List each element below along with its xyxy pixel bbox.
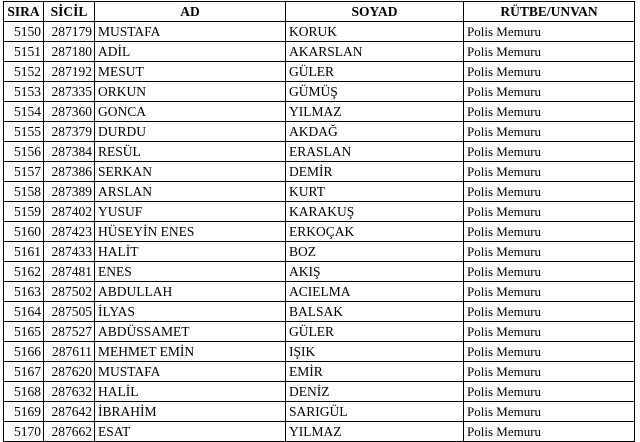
- cell-sira: 5164: [4, 302, 44, 322]
- cell-ad: SERKAN: [95, 162, 286, 182]
- cell-sicil: 287389: [44, 182, 95, 202]
- cell-sira: 5154: [4, 102, 44, 122]
- cell-soyad: KARAKUŞ: [286, 202, 464, 222]
- table-row: [4, 362, 635, 382]
- table-row: [4, 262, 635, 282]
- table-row: [4, 82, 635, 102]
- cell-ad: GONCA: [95, 102, 286, 122]
- cell-soyad: GÜLER: [286, 322, 464, 342]
- cell-soyad: ERASLAN: [286, 142, 464, 162]
- table-row: [4, 222, 635, 242]
- cell-soyad: GÜLER: [286, 62, 464, 82]
- cell-sicil: 287360: [44, 102, 95, 122]
- cell-ad: ESAT: [95, 422, 286, 442]
- cell-soyad: ACIELMA: [286, 282, 464, 302]
- cell-soyad: EMİR: [286, 362, 464, 382]
- cell-sicil: 287505: [44, 302, 95, 322]
- personnel-table: [3, 1, 635, 442]
- header-row: [4, 2, 635, 22]
- cell-ad: HÜSEYİN ENES: [95, 222, 286, 242]
- cell-soyad: GÜMÜŞ: [286, 82, 464, 102]
- cell-ad: ABDÜSSAMET: [95, 322, 286, 342]
- table-header: [4, 2, 635, 22]
- table-row: [4, 42, 635, 62]
- cell-sicil: 287180: [44, 42, 95, 62]
- table-row: [4, 322, 635, 342]
- cell-ad: ADİL: [95, 42, 286, 62]
- cell-sira: 5156: [4, 142, 44, 162]
- cell-ad: DURDU: [95, 122, 286, 142]
- cell-soyad: DEMİR: [286, 162, 464, 182]
- cell-ad: ENES: [95, 262, 286, 282]
- cell-sira: 5155: [4, 122, 44, 142]
- cell-sicil: 287423: [44, 222, 95, 242]
- cell-sira: 5168: [4, 382, 44, 402]
- cell-rutbe: Polis Memuru: [464, 242, 635, 262]
- cell-soyad: BALSAK: [286, 302, 464, 322]
- cell-ad: RESÜL: [95, 142, 286, 162]
- cell-rutbe: Polis Memuru: [464, 402, 635, 422]
- cell-sira: 5162: [4, 262, 44, 282]
- cell-sicil: 287662: [44, 422, 95, 442]
- cell-soyad: KURT: [286, 182, 464, 202]
- table-body: [4, 22, 635, 442]
- cell-sira: 5169: [4, 402, 44, 422]
- cell-soyad: IŞIK: [286, 342, 464, 362]
- cell-ad: MEHMET EMİN: [95, 342, 286, 362]
- cell-ad: MUSTAFA: [95, 362, 286, 382]
- table-row: [4, 342, 635, 362]
- cell-rutbe: Polis Memuru: [464, 42, 635, 62]
- cell-rutbe: Polis Memuru: [464, 182, 635, 202]
- cell-sira: 5159: [4, 202, 44, 222]
- table-row: [4, 382, 635, 402]
- cell-sicil: 287502: [44, 282, 95, 302]
- cell-sira: 5160: [4, 222, 44, 242]
- cell-rutbe: Polis Memuru: [464, 362, 635, 382]
- cell-sira: 5165: [4, 322, 44, 342]
- cell-rutbe: Polis Memuru: [464, 22, 635, 42]
- cell-sira: 5170: [4, 422, 44, 442]
- cell-soyad: DENİZ: [286, 382, 464, 402]
- cell-sicil: 287620: [44, 362, 95, 382]
- cell-sira: 5157: [4, 162, 44, 182]
- cell-sira: 5152: [4, 62, 44, 82]
- cell-ad: MUSTAFA: [95, 22, 286, 42]
- cell-soyad: AKIŞ: [286, 262, 464, 282]
- cell-rutbe: Polis Memuru: [464, 162, 635, 182]
- cell-ad: HALİL: [95, 382, 286, 402]
- cell-soyad: ERKOÇAK: [286, 222, 464, 242]
- cell-sicil: 287611: [44, 342, 95, 362]
- cell-rutbe: Polis Memuru: [464, 102, 635, 122]
- table-row: [4, 302, 635, 322]
- cell-ad: ARSLAN: [95, 182, 286, 202]
- cell-ad: ORKUN: [95, 82, 286, 102]
- cell-ad: İBRAHİM: [95, 402, 286, 422]
- table-row: [4, 202, 635, 222]
- cell-rutbe: Polis Memuru: [464, 382, 635, 402]
- cell-sicil: 287632: [44, 382, 95, 402]
- cell-soyad: KORUK: [286, 22, 464, 42]
- cell-soyad: AKARSLAN: [286, 42, 464, 62]
- table-row: [4, 22, 635, 42]
- cell-rutbe: Polis Memuru: [464, 222, 635, 242]
- cell-sira: 5158: [4, 182, 44, 202]
- cell-sicil: 287384: [44, 142, 95, 162]
- cell-ad: ABDULLAH: [95, 282, 286, 302]
- header-sicil: SİCİL: [44, 2, 95, 22]
- cell-sicil: 287386: [44, 162, 95, 182]
- cell-rutbe: Polis Memuru: [464, 322, 635, 342]
- header-sira: SIRA: [4, 2, 44, 22]
- cell-soyad: YILMAZ: [286, 102, 464, 122]
- cell-rutbe: Polis Memuru: [464, 122, 635, 142]
- cell-sira: 5151: [4, 42, 44, 62]
- cell-ad: MESUT: [95, 62, 286, 82]
- cell-soyad: BOZ: [286, 242, 464, 262]
- cell-rutbe: Polis Memuru: [464, 202, 635, 222]
- cell-rutbe: Polis Memuru: [464, 262, 635, 282]
- cell-rutbe: Polis Memuru: [464, 142, 635, 162]
- table-row: [4, 402, 635, 422]
- cell-rutbe: Polis Memuru: [464, 342, 635, 362]
- cell-sira: 5163: [4, 282, 44, 302]
- table-row: [4, 242, 635, 262]
- cell-ad: YUSUF: [95, 202, 286, 222]
- cell-ad: HALİT: [95, 242, 286, 262]
- table-row: [4, 102, 635, 122]
- cell-rutbe: Polis Memuru: [464, 82, 635, 102]
- cell-ad: İLYAS: [95, 302, 286, 322]
- header-ad: AD: [95, 2, 286, 22]
- cell-rutbe: Polis Memuru: [464, 302, 635, 322]
- cell-sira: 5153: [4, 82, 44, 102]
- cell-sira: 5167: [4, 362, 44, 382]
- cell-soyad: AKDAĞ: [286, 122, 464, 142]
- cell-soyad: YILMAZ: [286, 422, 464, 442]
- cell-sicil: 287192: [44, 62, 95, 82]
- table-row: [4, 282, 635, 302]
- table-row: [4, 122, 635, 142]
- cell-sicil: 287642: [44, 402, 95, 422]
- cell-rutbe: Polis Memuru: [464, 62, 635, 82]
- header-rutbe: RÜTBE/UNVAN: [464, 2, 635, 22]
- table-row: [4, 142, 635, 162]
- table-row: [4, 162, 635, 182]
- table-row: [4, 182, 635, 202]
- cell-sira: 5166: [4, 342, 44, 362]
- cell-sira: 5161: [4, 242, 44, 262]
- cell-rutbe: Polis Memuru: [464, 422, 635, 442]
- cell-sicil: 287527: [44, 322, 95, 342]
- document-page: [3, 1, 640, 442]
- cell-sicil: 287481: [44, 262, 95, 282]
- cell-sicil: 287179: [44, 22, 95, 42]
- cell-rutbe: Polis Memuru: [464, 282, 635, 302]
- cell-sicil: 287433: [44, 242, 95, 262]
- table-row: [4, 62, 635, 82]
- cell-sicil: 287402: [44, 202, 95, 222]
- cell-soyad: SARIGÜL: [286, 402, 464, 422]
- cell-sira: 5150: [4, 22, 44, 42]
- cell-sicil: 287379: [44, 122, 95, 142]
- cell-sicil: 287335: [44, 82, 95, 102]
- header-soyad: SOYAD: [286, 2, 464, 22]
